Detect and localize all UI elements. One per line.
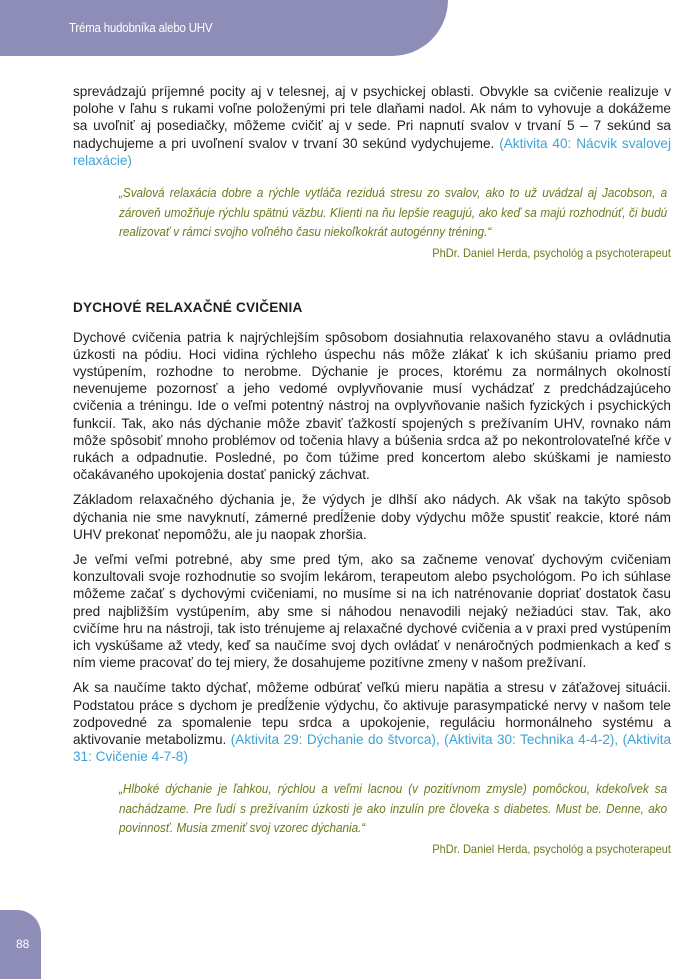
quote-text: „Hlboké dýchanie je ľahkou, rýchlou a veľmi lacnou (v pozitívnom zmysle) pomôckou, kdekoľvek sa nachádzame. Pre ľudí s prežívaním úzkosti je ako inzulín pre človeka s diabetes. Must be. Denne, ako povinnosť. Musia zmeniť svoj vzorec dýchania.“ — [119, 781, 668, 836]
body-paragraph: Základom relaxačného dýchania je, že výdych je dlhší ako nádych. Ak však na takýto spôsob dýchania nie sme navyknutí, zámerné predĺženie doby výdychu môže spustiť reakcie, ktoré nám UHV prekonať nepomôžu, ale ju naopak zhoršia. — [73, 492, 671, 542]
activity-link-40[interactable]: (Aktivita 40: Nácvik svalovej relaxácie) — [73, 135, 672, 168]
header-band — [0, 0, 448, 56]
body-paragraph: Dychové cvičenia patria k najrýchlejším spôsobom dosiahnutia relaxovaného stavu a ovládnutia úzkosti na pódiu. Hoci vidina rýchleho úspechu nás môže zlákať k ich skúšaniu priamo pred vystúpením, rozhodne to nerobme. Dýchanie je proces, ktorému za normálnych okolností nevenujeme pozornosť a jeho vedomé ovplyvňovanie musí vychádzať z predchádzajúceho cvičenia a tréningu. Ide o veľmi potentný nástroj na ovplyvňovanie našich fyzických i psychických funkcií. Tak, ako nás dýchanie môže zbaviť ťažkostí spojených s prežívaním UHV, rovnako nám môže spôsobiť mnoho problémov od točenia hlavy a búšenia srdca až po nekontrolovateľné kŕče v rukách a odpadnutie. Posledné, po čom túžime pred koncertom alebo skúškami je namiesto očakávaného upokojenia dostať panický záchvat. — [73, 329, 671, 483]
page-number-tab — [0, 910, 41, 979]
body-paragraph-text: Ak sa naučíme takto dýchať, môžeme odbúrať veľkú mieru napätia a stresu v záťažovej situácii. Podstatou práce s dychom je predĺženie výdychu, čo aktivuje parasympatické nervy v našom tele zodpovedné za spomalenie tepu srdca a upokojenie, reguláciu hormonálneho systému a aktivovanie metabolizmu. — [73, 680, 671, 747]
section-heading: DYCHOVÉ RELAXAČNÉ CVIČENIA — [73, 299, 303, 315]
quote-block-1 — [119, 183, 671, 260]
body-paragraph-last — [73, 679, 671, 765]
quote-author: PhDr. Daniel Herda, psychológ a psychoterapeut — [432, 841, 671, 856]
page-content — [73, 83, 671, 856]
intro-paragraph-text: sprevádzajú príjemné pocity aj v telesnej, aj v psychickej oblasti. Obvykle sa cvičenie realizuje v polohe v ľahu s rukami voľne položenými pri tele dlaňami nadol. Ak nám to vyhovuje a dokážeme sa uvoľniť aj posediačky, môžeme cvičiť aj v sede. Pri napnutí svalov v trvaní 5 – 7 sekúnd sa nadychujeme a pri uvoľnení svalov v trvaní 30 sekúnd vydychujeme. — [73, 84, 671, 151]
intro-paragraph — [73, 83, 671, 169]
page-number: 88 — [16, 937, 30, 951]
body-paragraph: Je veľmi veľmi potrebné, aby sme pred tým, ako sa začneme venovať dychovým cvičeniam konzultovali svoje rozhodnutie so svojím lekárom, terapeutom alebo psychológom. Po ich súhlase môžeme začať s dychovými cvičeniami, no musíme si na ich natrénovanie dopriať dostatok času pred najbližším vystúpením, aby sme si náhodou nenavodili nejaký nežiadúci stav. Tak, ako cvičíme hru na nástroji, tak isto trénujeme aj relaxačné dychové cvičenia a v praxi pred vystúpením ich vyskúšame až vtedy, keď sa naučíme svoj dych ovládať v nenáročných podmienkach a keď s ním vieme pracovať do tej miery, že dosahujeme pozitívne zmeny v našom prežívaní. — [73, 551, 671, 671]
quote-block-2 — [119, 779, 671, 856]
activity-links[interactable]: (Aktivita 29: Dýchanie do štvorca), (Aktivita 30: Technika 4-4-2), (Aktivita 31: Cvičenie 4-7-8) — [73, 731, 672, 765]
quote-text: „Svalová relaxácia dobre a rýchle vytláča reziduá stresu zo svalov, ako to už uvádzal aj Jacobson, a zároveň umožňuje rýchlu spätnú väzbu. Klienti na ňu lepšie reagujú, ako keď sa majú rozhodnúť, či budú realizovať v rámci svojho voľného času niekoľkokrát autogénny tréning.“ — [119, 185, 668, 240]
running-header-title: Tréma hudobníka alebo UHV — [69, 20, 213, 35]
quote-author: PhDr. Daniel Herda, psychológ a psychoterapeut — [432, 245, 671, 260]
